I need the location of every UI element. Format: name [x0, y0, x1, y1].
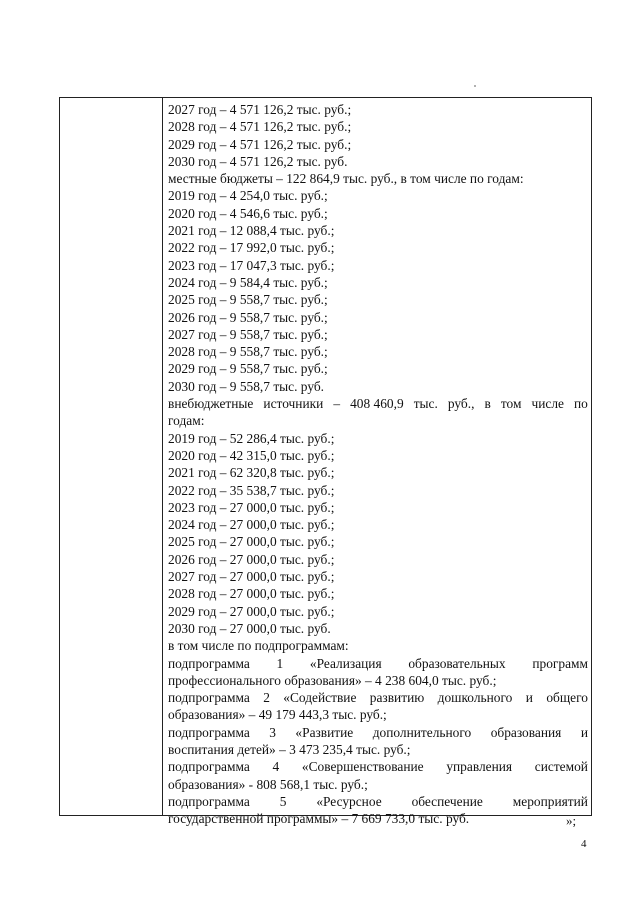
word: «Реализация — [309, 655, 382, 671]
text-line: 2027 год – 27 000,0 тыс. руб.; — [168, 569, 335, 585]
word: «Содействие — [283, 690, 357, 706]
subprogram-item — [168, 724, 588, 759]
text-line: 2022 год – 35 538,7 тыс. руб.; — [168, 482, 335, 498]
word: тыс. — [413, 396, 438, 412]
word: подпрограмма — [168, 759, 250, 775]
program-table — [59, 97, 592, 827]
word: мероприятий — [512, 793, 588, 809]
page-number: 4 — [581, 838, 587, 850]
text-line: 2025 год – 27 000,0 тыс. руб.; — [168, 534, 335, 550]
extrabudget-years-block — [168, 430, 588, 655]
text-line: 2019 год – 52 286,4 тыс. руб.; — [168, 430, 335, 446]
text-line: 2021 год – 12 088,4 тыс. руб.; — [168, 223, 335, 239]
text-line: 2028 год – 27 000,0 тыс. руб.; — [168, 586, 335, 602]
word: управления — [446, 759, 513, 775]
word: 5 — [279, 793, 287, 809]
word: 4 — [272, 759, 280, 775]
text-line: 2022 год – 17 992,0 тыс. руб.; — [168, 240, 335, 256]
word: 3 — [269, 724, 276, 740]
subprogram-line-2: государственной программы» – 7 669 733,0 тыс. руб. — [168, 811, 470, 827]
word: – — [333, 396, 341, 412]
extrabudget-line-1 — [168, 395, 588, 412]
word: «Развитие — [295, 724, 354, 740]
text-line: 2020 год – 42 315,0 тыс. руб.; — [168, 447, 335, 463]
word: 2 — [263, 690, 270, 706]
text-line: 2029 год – 9 558,7 тыс. руб.; — [168, 361, 328, 377]
word: и — [525, 690, 533, 706]
word: образования — [490, 724, 562, 740]
word: подпрограмма — [168, 793, 250, 809]
text-line: 2024 год – 9 584,4 тыс. руб.; — [168, 274, 328, 290]
word: подпрограмма — [168, 724, 250, 740]
word: подпрограмма — [168, 655, 250, 671]
subprogram-line-2: воспитания детей» – 3 473 235,4 тыс. руб.; — [168, 741, 411, 757]
word: руб., — [447, 396, 475, 412]
word: по — [574, 396, 588, 412]
word: дополнительного — [372, 724, 472, 740]
closing-quote-mark: »; — [566, 813, 577, 828]
subprogram-line-1 — [168, 758, 588, 775]
subprogram-line-1 — [168, 793, 588, 810]
extrabudget-line-2: годам: — [168, 413, 205, 429]
text-line: 2030 год – 4 571 126,2 тыс. руб. — [168, 153, 348, 169]
word: дошкольного — [437, 690, 513, 706]
subprogram-item — [168, 689, 588, 724]
text-line: 2019 год – 4 254,0 тыс. руб.; — [168, 188, 328, 204]
text-line: 2025 год – 9 558,7 тыс. руб.; — [168, 292, 328, 308]
subprogram-item — [168, 758, 588, 793]
budget-lines-block — [168, 101, 588, 395]
subprogram-line-1 — [168, 655, 588, 672]
text-line: 2030 год – 27 000,0 тыс. руб. — [168, 620, 331, 636]
word: общего — [546, 690, 588, 706]
subprogram-line-2: образования» - 808 568,1 тыс. руб.; — [168, 776, 368, 792]
subprogram-line-2: профессионального образования» – 4 238 604,0 тыс. руб.; — [168, 672, 497, 688]
word: «Совершенствование — [301, 759, 424, 775]
column-divider — [162, 98, 163, 815]
word: источники — [263, 396, 324, 412]
text-line: 2030 год – 9 558,7 тыс. руб. — [168, 378, 325, 394]
word: образовательных — [408, 655, 506, 671]
subprogram-item — [168, 655, 588, 690]
extrabudget-paragraph — [168, 395, 588, 430]
funding-text-cell — [168, 101, 588, 827]
text-line: 2029 год – 4 571 126,2 тыс. руб.; — [168, 136, 352, 152]
text-line: 2023 год – 27 000,0 тыс. руб.; — [168, 499, 335, 515]
subprograms-block — [168, 655, 588, 828]
text-line: 2028 год – 4 571 126,2 тыс. руб.; — [168, 119, 352, 135]
text-line: 2020 год – 4 546,6 тыс. руб.; — [168, 205, 328, 221]
text-line: в том числе по подпрограммам: — [168, 638, 349, 654]
scan-speck — [474, 85, 476, 87]
word: обеспечение — [411, 793, 483, 809]
word: внебюджетные — [168, 396, 254, 412]
word: системой — [534, 759, 588, 775]
text-line: 2026 год – 9 558,7 тыс. руб.; — [168, 309, 328, 325]
word: подпрограмма — [168, 690, 250, 706]
word: в — [484, 396, 491, 412]
text-line: 2027 год – 9 558,7 тыс. руб.; — [168, 326, 328, 342]
word: том — [500, 396, 522, 412]
text-line: 2023 год – 17 047,3 тыс. руб.; — [168, 257, 335, 273]
word: числе — [531, 396, 564, 412]
subprogram-line-1 — [168, 724, 588, 741]
word: и — [580, 724, 588, 740]
text-line: 2027 год – 4 571 126,2 тыс. руб.; — [168, 102, 352, 117]
word: 1 — [276, 655, 284, 671]
word: программ — [532, 655, 588, 671]
subprogram-line-1 — [168, 689, 588, 706]
word: развитию — [369, 690, 425, 706]
text-line: 2028 год – 9 558,7 тыс. руб.; — [168, 344, 328, 360]
word: 408 460,9 — [350, 396, 404, 412]
text-line: местные бюджеты – 122 864,9 тыс. руб., в том числе по годам: — [168, 171, 524, 187]
text-line: 2026 год – 27 000,0 тыс. руб.; — [168, 551, 335, 567]
word: «Ресурсное — [316, 793, 382, 809]
text-line: 2029 год – 27 000,0 тыс. руб.; — [168, 603, 335, 619]
subprogram-item — [168, 793, 588, 828]
text-line: 2024 год – 27 000,0 тыс. руб.; — [168, 517, 335, 533]
text-line: 2021 год – 62 320,8 тыс. руб.; — [168, 465, 335, 481]
subprogram-line-2: образования» – 49 179 443,3 тыс. руб.; — [168, 707, 387, 723]
